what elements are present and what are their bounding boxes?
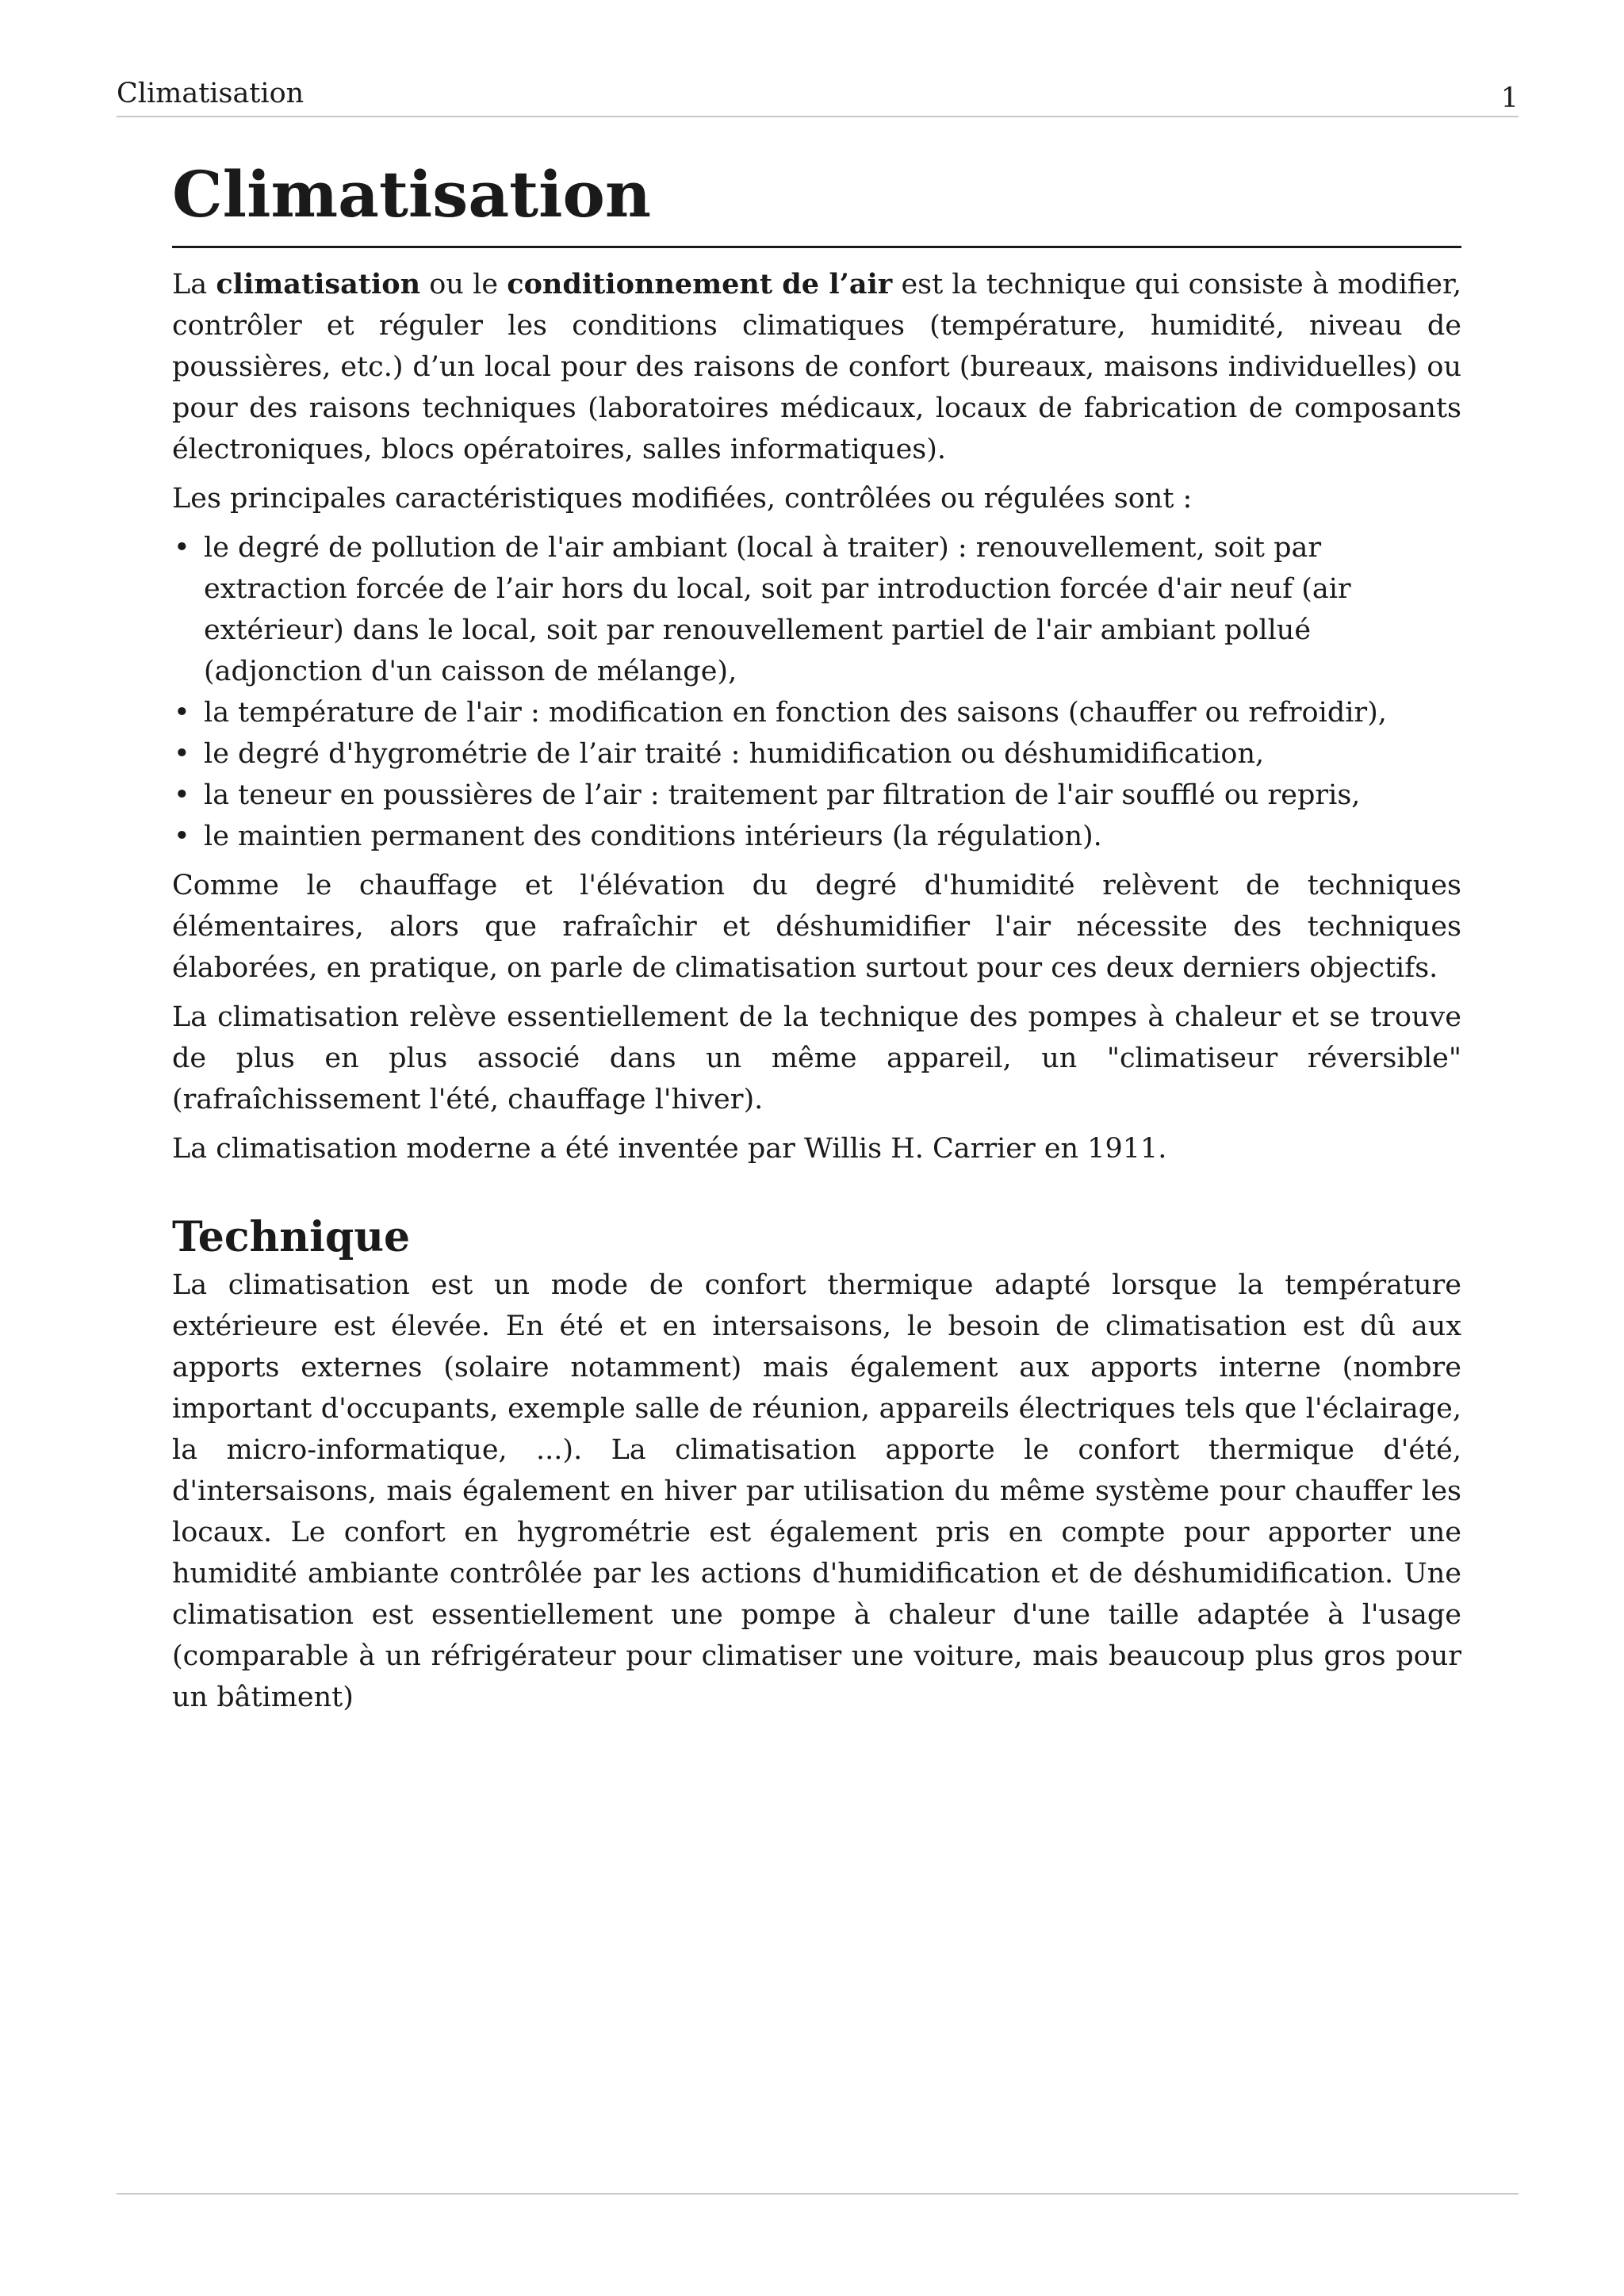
list-item (174, 775, 1461, 816)
intro-paragraph (172, 264, 1461, 470)
bullet: • (174, 821, 190, 852)
body-paragraph: La climatisation relève essentiellement de la technique des pompes à chaleur et se trouve de plus en plus associé dans un même appareil, un "climatiseur réversible" (rafraîchissement l'été, chauffage l'hiver). (172, 1001, 1461, 1115)
section-body-technique: La climatisation est un mode de confort thermique adapté lorsque la température extérieure est élevée. En été et en intersaisons, le besoin de climatisation est dû aux apports externes (solaire notamment) mais également aux apports interne (nombre important d'occupants, exemple salle de réunion, appareils électriques tels que l'éclairage, la micro-informatique, ...). La climatisation apporte le confort thermique d'été, d'intersaisons, mais également en hiver par utilisation du même système pour chauffer les locaux. Le confort en hygrométrie est également pris en compte pour apporter une humidité ambiante contrôlée par les actions d'humidification et de déshumidification. Une climatisation est essentiellement une pompe à chaleur d'une taille adaptée à l'usage (comparable à un réfrigérateur pour climatiser une voiture, mais beaucoup plus gros pour un bâtiment) (172, 1269, 1461, 1713)
intro-term-climatisation: climatisation (216, 268, 421, 300)
running-title: Climatisation (117, 78, 304, 109)
section-heading-technique: Technique (172, 1213, 411, 1261)
intro-term-conditionnement: conditionnement de l’air (507, 268, 893, 300)
list-item-text: le maintien permanent des conditions intérieurs (la régulation). (204, 821, 1102, 852)
body-paragraph: Comme le chauffage et l'élévation du degré d'humidité relèvent de techniques élémentaires, alors que rafraîchir et déshumidifier l'air nécessite des techniques élaborées, en pratique, on parle de climatisation surtout pour ces deux derniers objectifs. (172, 870, 1461, 984)
body-paragraph: La climatisation moderne a été inventée par Willis H. Carrier en 1911. (172, 1133, 1167, 1165)
list-item (174, 692, 1461, 733)
bullet: • (174, 697, 190, 729)
list-item (174, 816, 1461, 857)
intro-text: La (172, 269, 216, 300)
page-number: 1 (1500, 82, 1519, 114)
list-item (174, 733, 1461, 775)
article-title: Climatisation (172, 151, 1461, 248)
list-item-text: la température de l'air : modification en fonction des saisons (chauffer ou refroidir), (204, 697, 1387, 729)
list-item (174, 527, 1461, 692)
bullet: • (174, 779, 190, 811)
bullet: • (174, 738, 190, 770)
running-header (117, 76, 1519, 117)
bullet: • (174, 532, 190, 564)
list-intro: Les principales caractéristiques modifiées, contrôlées ou régulées sont : (172, 483, 1193, 515)
intro-text: ou le (420, 269, 508, 300)
list-item-text: la teneur en poussières de l’air : traitement par filtration de l'air soufflé ou repris, (204, 779, 1361, 811)
footer-rule (117, 2193, 1519, 2195)
intro-text: est la technique qui consiste à modifier, contrôler et réguler les conditions climatiques (température, humidité, niveau de poussières, etc.) d’un local pour des raisons de confort (bureaux, maisons individuelles) ou pour des raisons techniques (laboratoires médicaux, locaux de fabrication de composants électroniques, blocs opératoires, salles informatiques). (172, 269, 1461, 465)
characteristics-list (172, 527, 1461, 857)
article-content (172, 151, 1461, 1718)
list-item-text: le degré de pollution de l'air ambiant (local à traiter) : renouvellement, soit par extraction forcée de l’air hors du local, soit par introduction forcée d'air neuf (air extérieur) dans le local, soit par renouvellement partiel de l'air ambiant pollué (adjonction d'un caisson de mélange), (204, 532, 1351, 687)
list-item-text: le degré d'hygrométrie de l’air traité : humidification ou déshumidification, (204, 738, 1265, 770)
